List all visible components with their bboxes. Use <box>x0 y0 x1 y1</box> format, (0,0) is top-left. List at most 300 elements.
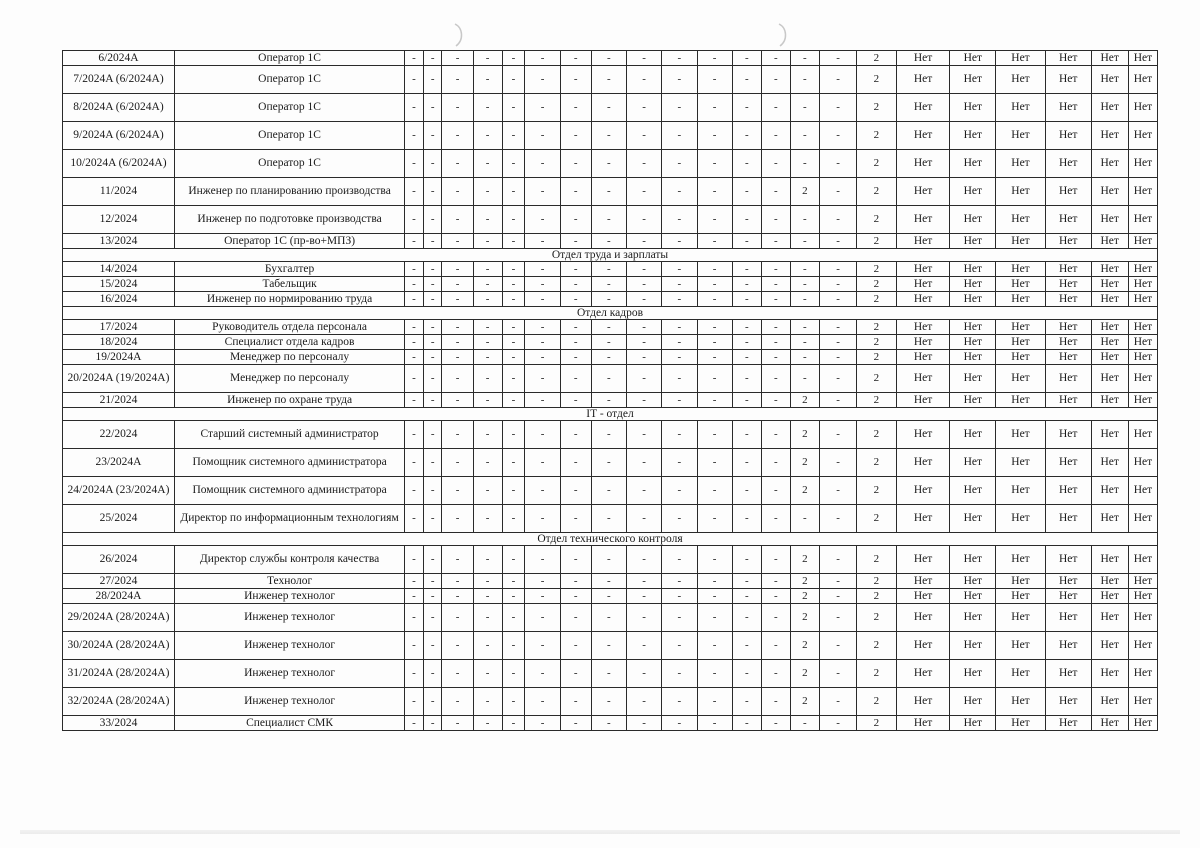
value-cell: - <box>525 206 560 234</box>
answer-cell: Нет <box>1128 632 1157 660</box>
answer-cell: Нет <box>1091 178 1128 206</box>
value-cell: - <box>819 632 856 660</box>
value-cell: - <box>560 477 591 505</box>
row-position-name: Оператор 1С <box>174 122 404 150</box>
value-cell: - <box>819 122 856 150</box>
value-cell-14: 2 <box>790 589 819 604</box>
value-cell-16: 2 <box>857 574 896 589</box>
value-cell: - <box>627 277 662 292</box>
answer-cell: Нет <box>896 716 950 731</box>
answer-cell: Нет <box>996 122 1046 150</box>
value-cell: - <box>761 350 790 365</box>
value-cell-16: 2 <box>857 421 896 449</box>
value-cell: - <box>442 51 473 66</box>
value-cell: - <box>442 335 473 350</box>
value-cell: - <box>761 320 790 335</box>
value-cell: - <box>423 150 442 178</box>
value-cell: - <box>502 350 525 365</box>
value-cell: - <box>525 122 560 150</box>
value-cell: - <box>473 589 502 604</box>
value-cell: - <box>819 94 856 122</box>
answer-cell: Нет <box>1045 277 1091 292</box>
row-code: 13/2024 <box>63 234 175 249</box>
answer-cell: Нет <box>896 66 950 94</box>
row-code: 9/2024A (6/2024A) <box>63 122 175 150</box>
answer-cell: Нет <box>1128 505 1157 533</box>
answer-cell: Нет <box>896 335 950 350</box>
value-cell-16: 2 <box>857 277 896 292</box>
value-cell-16: 2 <box>857 350 896 365</box>
value-cell: - <box>662 574 697 589</box>
table-row <box>63 234 1158 249</box>
value-cell: - <box>405 350 424 365</box>
table-row <box>63 604 1158 632</box>
value-cell: - <box>473 206 502 234</box>
value-cell-16: 2 <box>857 589 896 604</box>
value-cell: - <box>442 393 473 408</box>
value-cell: - <box>473 477 502 505</box>
answer-cell: Нет <box>996 365 1046 393</box>
value-cell-16: 2 <box>857 604 896 632</box>
value-cell: - <box>819 660 856 688</box>
value-cell-16: 2 <box>857 505 896 533</box>
answer-cell: Нет <box>1128 262 1157 277</box>
row-code: 21/2024 <box>63 393 175 408</box>
value-cell: - <box>525 660 560 688</box>
row-code: 6/2024A <box>63 51 175 66</box>
value-cell: - <box>560 335 591 350</box>
value-cell: - <box>732 350 761 365</box>
table-row <box>63 365 1158 393</box>
value-cell: - <box>473 632 502 660</box>
value-cell: - <box>819 421 856 449</box>
row-code: 8/2024A (6/2024A) <box>63 94 175 122</box>
value-cell: - <box>662 393 697 408</box>
value-cell-16: 2 <box>857 716 896 731</box>
table-row <box>63 477 1158 505</box>
value-cell-14: - <box>790 206 819 234</box>
value-cell: - <box>405 292 424 307</box>
value-cell: - <box>662 660 697 688</box>
answer-cell: Нет <box>996 477 1046 505</box>
answer-cell: Нет <box>896 688 950 716</box>
value-cell: - <box>405 178 424 206</box>
answer-cell: Нет <box>1128 150 1157 178</box>
answer-cell: Нет <box>1045 262 1091 277</box>
value-cell: - <box>732 546 761 574</box>
value-cell: - <box>502 688 525 716</box>
row-position-name: Руководитель отдела персонала <box>174 320 404 335</box>
answer-cell: Нет <box>1091 546 1128 574</box>
value-cell: - <box>502 604 525 632</box>
value-cell: - <box>442 150 473 178</box>
answer-cell: Нет <box>1045 66 1091 94</box>
value-cell: - <box>423 632 442 660</box>
answer-cell: Нет <box>896 320 950 335</box>
value-cell-16: 2 <box>857 178 896 206</box>
value-cell-14: 2 <box>790 574 819 589</box>
value-cell: - <box>627 449 662 477</box>
value-cell: - <box>591 589 626 604</box>
value-cell: - <box>525 632 560 660</box>
value-cell: - <box>502 632 525 660</box>
answer-cell: Нет <box>996 574 1046 589</box>
value-cell: - <box>473 688 502 716</box>
row-position-name: Инженер технолог <box>174 660 404 688</box>
value-cell: - <box>697 122 732 150</box>
value-cell: - <box>502 234 525 249</box>
value-cell: - <box>405 589 424 604</box>
value-cell: - <box>627 688 662 716</box>
value-cell: - <box>473 505 502 533</box>
row-position-name: Оператор 1С <box>174 51 404 66</box>
answer-cell: Нет <box>1045 449 1091 477</box>
row-code: 16/2024 <box>63 292 175 307</box>
value-cell: - <box>662 320 697 335</box>
answer-cell: Нет <box>950 122 996 150</box>
value-cell: - <box>732 421 761 449</box>
row-position-name: Инженер по планированию производства <box>174 178 404 206</box>
value-cell: - <box>627 335 662 350</box>
answer-cell: Нет <box>1091 477 1128 505</box>
answer-cell: Нет <box>996 335 1046 350</box>
value-cell: - <box>423 505 442 533</box>
row-code: 30/2024A (28/2024A) <box>63 632 175 660</box>
value-cell: - <box>405 277 424 292</box>
value-cell: - <box>560 277 591 292</box>
value-cell-16: 2 <box>857 150 896 178</box>
value-cell: - <box>473 365 502 393</box>
value-cell: - <box>405 660 424 688</box>
row-position-name: Инженер по подготовке производства <box>174 206 404 234</box>
value-cell: - <box>697 234 732 249</box>
value-cell: - <box>473 421 502 449</box>
value-cell-14: - <box>790 365 819 393</box>
value-cell: - <box>697 365 732 393</box>
answer-cell: Нет <box>896 51 950 66</box>
value-cell: - <box>662 688 697 716</box>
value-cell: - <box>591 546 626 574</box>
value-cell-14: - <box>790 335 819 350</box>
value-cell-14: - <box>790 292 819 307</box>
value-cell: - <box>697 262 732 277</box>
value-cell: - <box>662 262 697 277</box>
table-row <box>63 178 1158 206</box>
answer-cell: Нет <box>1045 393 1091 408</box>
row-code: 31/2024A (28/2024A) <box>63 660 175 688</box>
row-code: 14/2024 <box>63 262 175 277</box>
value-cell: - <box>627 393 662 408</box>
row-position-name: Инженер технолог <box>174 589 404 604</box>
value-cell: - <box>697 292 732 307</box>
row-position-name: Помощник системного администратора <box>174 449 404 477</box>
answer-cell: Нет <box>1045 604 1091 632</box>
value-cell: - <box>697 178 732 206</box>
value-cell: - <box>442 122 473 150</box>
value-cell: - <box>502 546 525 574</box>
value-cell: - <box>761 604 790 632</box>
value-cell: - <box>442 66 473 94</box>
answer-cell: Нет <box>1045 51 1091 66</box>
value-cell: - <box>473 320 502 335</box>
value-cell: - <box>662 546 697 574</box>
answer-cell: Нет <box>896 277 950 292</box>
value-cell-16: 2 <box>857 262 896 277</box>
section-row <box>63 533 1158 546</box>
value-cell: - <box>761 292 790 307</box>
value-cell: - <box>405 449 424 477</box>
value-cell: - <box>591 206 626 234</box>
value-cell: - <box>525 51 560 66</box>
value-cell: - <box>697 688 732 716</box>
table-row <box>63 66 1158 94</box>
value-cell: - <box>525 477 560 505</box>
value-cell-16: 2 <box>857 335 896 350</box>
row-position-name: Специалист СМК <box>174 716 404 731</box>
answer-cell: Нет <box>1128 66 1157 94</box>
answer-cell: Нет <box>1128 546 1157 574</box>
answer-cell: Нет <box>996 604 1046 632</box>
answer-cell: Нет <box>996 277 1046 292</box>
row-code: 19/2024A <box>63 350 175 365</box>
value-cell: - <box>502 421 525 449</box>
answer-cell: Нет <box>1128 589 1157 604</box>
value-cell-14: 2 <box>790 449 819 477</box>
answer-cell: Нет <box>950 292 996 307</box>
row-code: 12/2024 <box>63 206 175 234</box>
table-row <box>63 206 1158 234</box>
value-cell: - <box>627 505 662 533</box>
value-cell: - <box>423 262 442 277</box>
value-cell: - <box>442 660 473 688</box>
value-cell: - <box>819 292 856 307</box>
value-cell: - <box>525 716 560 731</box>
value-cell: - <box>473 604 502 632</box>
answer-cell: Нет <box>1128 604 1157 632</box>
answer-cell: Нет <box>1128 122 1157 150</box>
row-code: 32/2024A (28/2024A) <box>63 688 175 716</box>
answer-cell: Нет <box>1045 589 1091 604</box>
row-code: 22/2024 <box>63 421 175 449</box>
value-cell: - <box>819 234 856 249</box>
value-cell: - <box>560 546 591 574</box>
value-cell: - <box>405 51 424 66</box>
answer-cell: Нет <box>1128 688 1157 716</box>
value-cell-16: 2 <box>857 292 896 307</box>
answer-cell: Нет <box>950 234 996 249</box>
value-cell: - <box>761 178 790 206</box>
value-cell: - <box>662 66 697 94</box>
value-cell: - <box>761 51 790 66</box>
answer-cell: Нет <box>1045 335 1091 350</box>
value-cell-16: 2 <box>857 688 896 716</box>
value-cell: - <box>591 449 626 477</box>
value-cell: - <box>591 320 626 335</box>
answer-cell: Нет <box>1128 477 1157 505</box>
value-cell: - <box>502 122 525 150</box>
value-cell: - <box>502 51 525 66</box>
value-cell: - <box>525 66 560 94</box>
answer-cell: Нет <box>996 206 1046 234</box>
value-cell: - <box>473 350 502 365</box>
answer-cell: Нет <box>1091 150 1128 178</box>
row-position-name: Менеджер по персоналу <box>174 350 404 365</box>
value-cell: - <box>405 632 424 660</box>
value-cell: - <box>819 688 856 716</box>
answer-cell: Нет <box>1091 292 1128 307</box>
table-row <box>63 122 1158 150</box>
answer-cell: Нет <box>950 66 996 94</box>
value-cell: - <box>405 365 424 393</box>
value-cell: - <box>761 589 790 604</box>
value-cell: - <box>819 546 856 574</box>
answer-cell: Нет <box>1045 716 1091 731</box>
answer-cell: Нет <box>1091 277 1128 292</box>
value-cell: - <box>627 122 662 150</box>
table-row <box>63 688 1158 716</box>
value-cell: - <box>560 589 591 604</box>
value-cell: - <box>591 365 626 393</box>
row-position-name: Инженер технолог <box>174 604 404 632</box>
value-cell: - <box>732 365 761 393</box>
table-row <box>63 589 1158 604</box>
value-cell: - <box>697 393 732 408</box>
answer-cell: Нет <box>950 150 996 178</box>
value-cell: - <box>442 277 473 292</box>
value-cell: - <box>502 574 525 589</box>
table-row <box>63 505 1158 533</box>
answer-cell: Нет <box>896 292 950 307</box>
value-cell: - <box>697 51 732 66</box>
row-position-name: Оператор 1С <box>174 66 404 94</box>
value-cell: - <box>732 688 761 716</box>
answer-cell: Нет <box>950 206 996 234</box>
value-cell: - <box>697 206 732 234</box>
value-cell: - <box>697 574 732 589</box>
value-cell: - <box>525 589 560 604</box>
answer-cell: Нет <box>1091 94 1128 122</box>
answer-cell: Нет <box>950 449 996 477</box>
answer-cell: Нет <box>996 234 1046 249</box>
value-cell: - <box>761 421 790 449</box>
value-cell: - <box>423 660 442 688</box>
value-cell: - <box>423 365 442 393</box>
value-cell: - <box>473 449 502 477</box>
value-cell: - <box>502 66 525 94</box>
value-cell: - <box>423 688 442 716</box>
value-cell: - <box>819 51 856 66</box>
answer-cell: Нет <box>950 350 996 365</box>
value-cell: - <box>819 574 856 589</box>
answer-cell: Нет <box>996 449 1046 477</box>
value-cell: - <box>732 393 761 408</box>
row-code: 11/2024 <box>63 178 175 206</box>
value-cell: - <box>662 292 697 307</box>
answer-cell: Нет <box>1128 421 1157 449</box>
answer-cell: Нет <box>1128 178 1157 206</box>
answer-cell: Нет <box>1128 206 1157 234</box>
value-cell-14: - <box>790 150 819 178</box>
value-cell: - <box>732 234 761 249</box>
value-cell: - <box>502 716 525 731</box>
answer-cell: Нет <box>1091 262 1128 277</box>
value-cell: - <box>732 277 761 292</box>
value-cell-16: 2 <box>857 234 896 249</box>
value-cell: - <box>525 94 560 122</box>
value-cell: - <box>423 277 442 292</box>
value-cell: - <box>525 292 560 307</box>
value-cell: - <box>423 393 442 408</box>
value-cell: - <box>697 277 732 292</box>
answer-cell: Нет <box>896 632 950 660</box>
answer-cell: Нет <box>896 234 950 249</box>
answer-cell: Нет <box>950 94 996 122</box>
value-cell: - <box>442 234 473 249</box>
section-row <box>63 408 1158 421</box>
value-cell: - <box>627 421 662 449</box>
value-cell: - <box>697 632 732 660</box>
value-cell: - <box>560 632 591 660</box>
value-cell: - <box>627 66 662 94</box>
table-row <box>63 546 1158 574</box>
value-cell: - <box>442 292 473 307</box>
answer-cell: Нет <box>950 393 996 408</box>
value-cell: - <box>662 632 697 660</box>
value-cell: - <box>662 51 697 66</box>
value-cell: - <box>732 150 761 178</box>
value-cell-16: 2 <box>857 365 896 393</box>
value-cell: - <box>697 421 732 449</box>
value-cell: - <box>442 449 473 477</box>
value-cell: - <box>819 716 856 731</box>
value-cell: - <box>697 449 732 477</box>
value-cell: - <box>405 688 424 716</box>
answer-cell: Нет <box>1128 51 1157 66</box>
value-cell-14: - <box>790 51 819 66</box>
value-cell: - <box>697 94 732 122</box>
value-cell: - <box>560 604 591 632</box>
value-cell: - <box>697 320 732 335</box>
answer-cell: Нет <box>996 393 1046 408</box>
value-cell: - <box>591 277 626 292</box>
value-cell: - <box>819 178 856 206</box>
table-row <box>63 632 1158 660</box>
answer-cell: Нет <box>896 449 950 477</box>
value-cell: - <box>591 505 626 533</box>
value-cell: - <box>525 178 560 206</box>
value-cell: - <box>662 365 697 393</box>
value-cell: - <box>405 234 424 249</box>
answer-cell: Нет <box>1091 589 1128 604</box>
value-cell: - <box>560 660 591 688</box>
value-cell: - <box>627 150 662 178</box>
value-cell: - <box>761 393 790 408</box>
row-position-name: Табельщик <box>174 277 404 292</box>
value-cell: - <box>591 292 626 307</box>
answer-cell: Нет <box>1128 365 1157 393</box>
value-cell: - <box>442 589 473 604</box>
row-position-name: Бухгалтер <box>174 262 404 277</box>
value-cell: - <box>502 320 525 335</box>
value-cell: - <box>502 660 525 688</box>
value-cell: - <box>591 350 626 365</box>
value-cell: - <box>662 234 697 249</box>
value-cell-14: 2 <box>790 546 819 574</box>
answer-cell: Нет <box>1045 477 1091 505</box>
value-cell: - <box>732 477 761 505</box>
value-cell: - <box>442 604 473 632</box>
value-cell: - <box>761 365 790 393</box>
